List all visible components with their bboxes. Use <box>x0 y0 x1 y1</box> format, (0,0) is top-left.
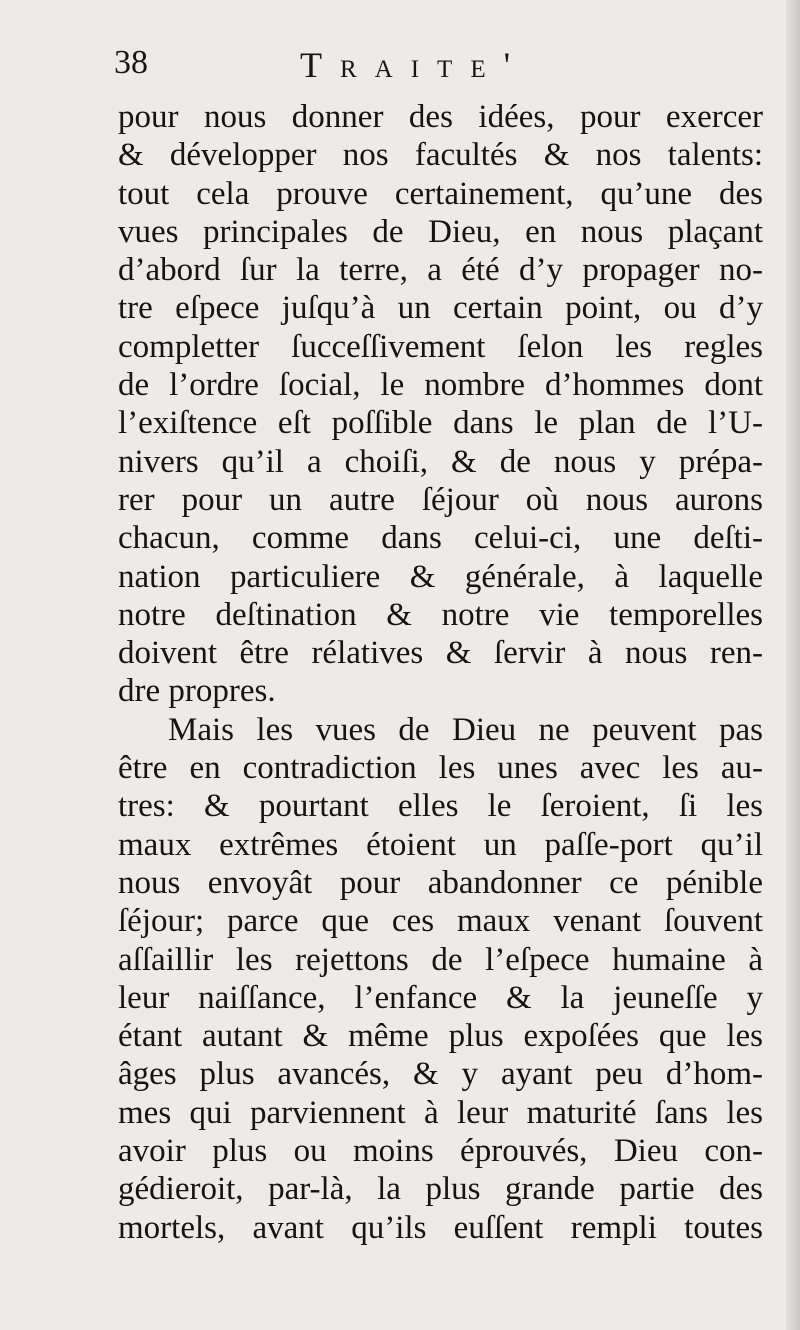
running-title: Traite' <box>300 45 529 85</box>
text-line: nous envoyât pour abandonner ce pénible <box>118 864 763 901</box>
text-line: nation particuliere & générale, à laquelle <box>118 558 763 595</box>
text-line: mes qui parviennent à leur maturité ſans les <box>118 1094 763 1131</box>
text-line: d’abord ſur la terre, a été d’y propager no- <box>118 252 763 289</box>
text-line: & développer nos facultés & nos talents: <box>118 137 763 174</box>
running-header <box>114 38 764 98</box>
page-number: 38 <box>114 44 148 81</box>
text-line: ſéjour; parce que ces maux venant ſouvent <box>118 903 763 940</box>
text-line: rer pour un autre ſéjour où nous aurons <box>118 481 763 518</box>
text-line: âges plus avancés, & y ayant peu d’hom- <box>118 1056 763 1093</box>
text-line: leur naiſſance, l’enfance & la jeuneſſe y <box>118 979 763 1016</box>
page-edge <box>786 0 800 1330</box>
body-text <box>118 98 763 1247</box>
paragraph-end-line: dre propres. <box>118 673 276 710</box>
text-line: l’exiſtence eſt poſſible dans le plan de l’U- <box>118 405 763 442</box>
text-line: de l’ordre ſocial, le nombre d’hommes dont <box>118 367 763 404</box>
text-line: étant autant & même plus expoſées que les <box>118 1018 763 1055</box>
text-line: tres: & pourtant elles le ſeroient, ſi les <box>118 788 763 825</box>
text-line: notre deſtination & notre vie temporelles <box>118 596 763 633</box>
text-line: vues principales de Dieu, en nous plaçant <box>118 213 763 250</box>
paragraph-start-line: Mais les vues de Dieu ne peuvent pas <box>168 711 763 748</box>
text-line: gédieroit, par-là, la plus grande partie des <box>118 1171 763 1208</box>
text-line: tre eſpece juſqu’à un certain point, ou d’y <box>118 290 763 327</box>
text-line: chacun, comme dans celui-ci, une deſti- <box>118 520 763 557</box>
text-line: aſſaillir les rejettons de l’eſpece humaine à <box>118 941 763 978</box>
text-line: completter ſucceſſivement ſelon les regles <box>118 328 763 365</box>
text-line: tout cela prouve certainement, qu’une des <box>118 175 763 212</box>
text-line: pour nous donner des idées, pour exercer <box>118 99 763 135</box>
text-line: doivent être rélatives & ſervir à nous ren- <box>118 635 763 672</box>
text-line: avoir plus ou moins éprouvés, Dieu con- <box>118 1133 763 1170</box>
text-line: maux extrêmes étoient un paſſe-port qu’il <box>118 826 763 863</box>
text-line: être en contradiction les unes avec les au- <box>118 750 763 787</box>
text-line: mortels, avant qu’ils euſſent rempli toutes <box>118 1209 763 1246</box>
text-line: nivers qu’il a choiſi, & de nous y prépa- <box>118 443 763 480</box>
